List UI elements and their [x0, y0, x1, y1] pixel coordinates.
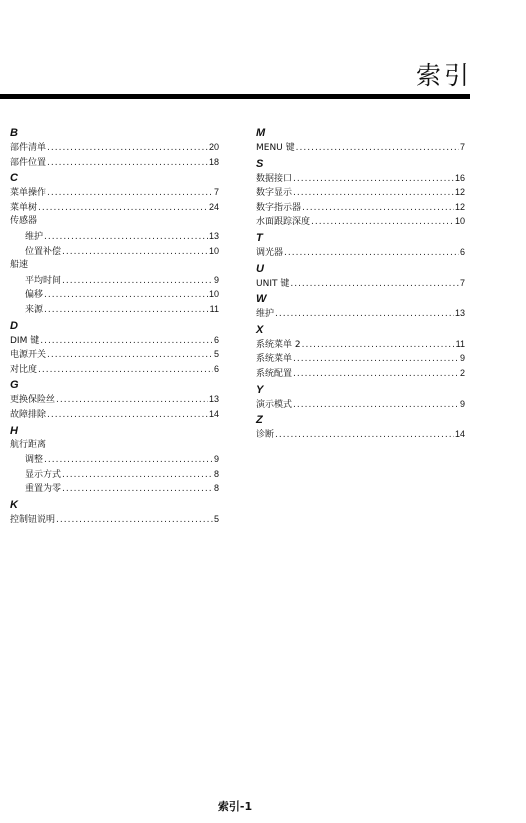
dot-leader: [40, 334, 213, 349]
entry-page-number: 8: [213, 483, 219, 494]
entry-page-number: 13: [208, 230, 219, 241]
entry-page-number: 7: [459, 277, 465, 288]
entry-term: 来源: [25, 304, 44, 315]
index-entry: [256, 337, 465, 352]
dot-leader: [47, 186, 213, 201]
index-entry: [10, 214, 219, 229]
entry-term: 菜单树: [10, 202, 38, 213]
index-section: [10, 319, 219, 377]
index-entry: [256, 140, 465, 155]
index-entry: [10, 273, 219, 288]
index-section: [10, 126, 219, 169]
index-section: [10, 171, 219, 316]
entry-term: 控制钮说明: [10, 514, 56, 525]
page-title: 索引: [415, 61, 472, 90]
dot-leader: [44, 288, 208, 303]
entry-term: 调光器: [256, 247, 284, 258]
section-letter: T: [256, 231, 263, 244]
index-section: [10, 424, 219, 496]
index-entry: [10, 362, 219, 377]
dot-leader: [47, 348, 213, 363]
index-entry: [10, 481, 219, 496]
index-entry: [10, 392, 219, 407]
entry-term: 菜单操作: [10, 188, 47, 199]
index-entry: [10, 140, 219, 155]
entry-page-number: 7: [213, 187, 219, 198]
section-letter: Z: [256, 414, 263, 427]
index-entry: [10, 200, 219, 215]
entry-term: 故障排除: [10, 409, 47, 420]
dot-leader: [293, 352, 459, 367]
entry-term: 传感器: [10, 216, 38, 227]
entry-term: 数字显示: [256, 188, 293, 199]
dot-leader: [44, 453, 213, 468]
entry-term: 部件清单: [10, 143, 47, 153]
index-entry: [256, 306, 465, 321]
dot-leader: [47, 156, 208, 171]
dot-leader: [293, 172, 454, 187]
dot-leader: [284, 246, 459, 261]
section-letter: Y: [256, 383, 264, 396]
index-section: [256, 413, 465, 442]
dot-leader: [62, 468, 213, 483]
entry-page-number: 6: [213, 363, 219, 374]
dot-leader: [290, 277, 459, 292]
index-entry: [256, 214, 465, 229]
entry-term: DIM 键: [10, 335, 40, 346]
index-entry: [10, 258, 219, 273]
section-letter: U: [256, 262, 264, 275]
entry-page-number: 24: [208, 201, 219, 212]
entry-term: 船速: [10, 260, 29, 271]
dot-leader: [56, 393, 208, 408]
entry-term: 数字指示器: [256, 202, 302, 213]
entry-page-number: 8: [213, 468, 219, 479]
index-entry: [256, 427, 465, 442]
entry-page-number: 12: [454, 187, 465, 198]
index-entry: [256, 366, 465, 381]
index-section: [256, 126, 465, 155]
entry-term: 维护: [256, 309, 275, 320]
dot-leader: [296, 141, 459, 156]
dot-leader: [275, 428, 454, 443]
entry-term: UNIT 键: [256, 278, 290, 289]
index-section: [10, 378, 219, 421]
entry-term: MENU 键: [256, 143, 295, 153]
entry-page-number: 6: [459, 246, 465, 257]
index-entry: [10, 438, 219, 453]
section-letter: H: [10, 424, 18, 437]
index-entry: [10, 347, 219, 362]
dot-leader: [38, 363, 213, 378]
entry-term: 调整: [25, 455, 44, 466]
index-entry: [10, 302, 219, 317]
entry-page-number: 9: [459, 398, 465, 409]
entry-page-number: 20: [208, 142, 219, 152]
dot-leader: [275, 307, 454, 322]
dot-leader: [293, 186, 454, 201]
entry-page-number: 10: [208, 289, 219, 300]
index-entry: [10, 229, 219, 244]
entry-page-number: 11: [455, 338, 465, 349]
entry-page-number: 14: [454, 429, 465, 440]
entry-term: 更换保险丝: [10, 395, 56, 406]
entry-term: 演示模式: [256, 399, 293, 410]
entry-term: 数据接口: [256, 173, 293, 184]
entry-page-number: 14: [208, 408, 219, 419]
dot-leader: [47, 141, 208, 156]
section-letter: K: [10, 498, 18, 511]
dot-leader: [302, 338, 455, 353]
entry-page-number: 6: [213, 334, 219, 345]
entry-page-number: 9: [213, 454, 219, 465]
entry-page-number: 12: [454, 201, 465, 212]
dot-leader: [56, 513, 213, 528]
index-entry: [256, 397, 465, 412]
section-letter: S: [256, 157, 264, 170]
entry-page-number: 11: [209, 303, 219, 314]
index-left-column: [10, 124, 219, 526]
entry-term: 系统配置: [256, 368, 293, 379]
header-rule: [0, 94, 470, 99]
index-entry: [256, 276, 465, 291]
index-section: [10, 498, 219, 527]
section-letter: M: [256, 127, 266, 139]
entry-page-number: 13: [454, 308, 465, 319]
index-entry: [10, 244, 219, 259]
dot-leader: [62, 482, 213, 497]
index-entry: [10, 155, 219, 170]
index-entry: [256, 245, 465, 260]
index-entry: [10, 333, 219, 348]
entry-term: 系统菜单: [256, 354, 293, 365]
section-letter: C: [10, 172, 18, 185]
page-number: 索引-1: [217, 800, 253, 813]
entry-term: 航行距离: [10, 439, 47, 450]
dot-leader: [62, 274, 213, 289]
index-section: [256, 157, 465, 229]
entry-term: 水面跟踪深度: [256, 217, 311, 228]
entry-term: 位置补偿: [25, 246, 62, 257]
dot-leader: [44, 230, 208, 245]
index-entry: [10, 185, 219, 200]
entry-term: 系统菜单 2: [256, 339, 301, 350]
entry-term: 显示方式: [25, 469, 62, 480]
entry-term: 维护: [25, 231, 44, 242]
entry-page-number: 5: [213, 513, 219, 524]
entry-page-number: 10: [454, 216, 465, 227]
entry-term: 对比度: [10, 364, 38, 375]
dot-leader: [47, 408, 208, 423]
index-entry: [10, 512, 219, 527]
index-entry: [10, 467, 219, 482]
entry-page-number: 18: [208, 156, 219, 167]
index-entry: [10, 287, 219, 302]
dot-leader: [311, 215, 454, 230]
dot-leader: [302, 201, 454, 216]
index-section: [256, 231, 465, 260]
index-entry: [256, 171, 465, 186]
index-entry: [10, 407, 219, 422]
entry-page-number: 9: [459, 353, 465, 364]
index-section: [256, 262, 465, 291]
entry-term: 电源开关: [10, 350, 47, 361]
index-entry: [256, 351, 465, 366]
entry-term: 诊断: [256, 430, 275, 441]
section-letter: B: [10, 127, 18, 139]
index-section: [256, 292, 465, 321]
entry-page-number: 5: [213, 349, 219, 360]
entry-page-number: 9: [213, 274, 219, 285]
dot-leader: [293, 367, 459, 382]
section-letter: X: [256, 323, 264, 336]
entry-page-number: 7: [459, 142, 465, 152]
section-letter: D: [10, 319, 18, 332]
entry-page-number: 13: [208, 394, 219, 405]
entry-term: 平均时间: [25, 275, 62, 286]
entry-term: 偏移: [25, 290, 44, 301]
dot-leader: [293, 398, 459, 413]
dot-leader: [62, 245, 208, 260]
index-entry: [256, 200, 465, 215]
entry-page-number: 2: [459, 367, 465, 378]
entry-term: 重置为零: [25, 484, 62, 495]
index-section: [256, 323, 465, 381]
index-entry: [256, 185, 465, 200]
dot-leader: [38, 201, 208, 216]
index-right-column: [256, 124, 465, 442]
index-entry: [10, 452, 219, 467]
entry-page-number: 16: [454, 172, 465, 183]
index-section: [256, 383, 465, 412]
section-letter: G: [10, 379, 19, 392]
entry-page-number: 10: [208, 245, 219, 256]
entry-term: 部件位置: [10, 157, 47, 168]
section-letter: W: [256, 293, 267, 306]
dot-leader: [44, 303, 209, 318]
